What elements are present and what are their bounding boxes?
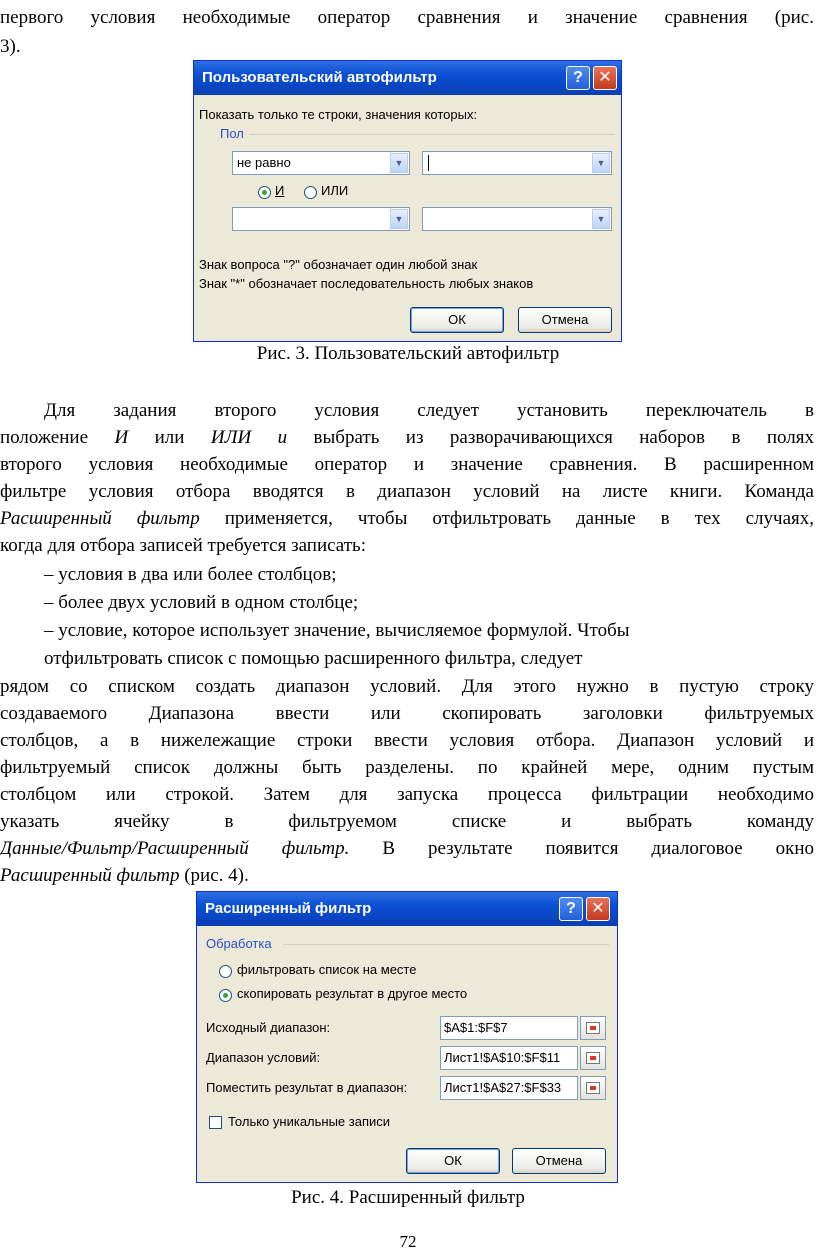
page-number: 72 xyxy=(399,1232,417,1251)
dialog1-titlebar xyxy=(194,61,621,95)
intro-line-1: первого условия необходимые оператор сравнения и значение сравнения (рис. xyxy=(0,7,814,28)
p2-line-4: фильтре условия отбора вводятся в диапазон условий на листе книги. Команда xyxy=(0,481,814,502)
ok-button[interactable]: ОК xyxy=(406,1148,500,1174)
dialog1-title: Пользовательский автофильтр xyxy=(202,69,437,86)
p2-line-3: второго условия необходимые оператор и значение сравнения. В расширенном xyxy=(0,454,814,475)
chevron-down-icon: ▼ xyxy=(390,153,408,173)
source-range-value: $A$1:$F$7 xyxy=(444,1020,508,1035)
operator1-value: не равно xyxy=(237,155,291,170)
figure-4-caption: Рис. 4. Расширенный фильтр xyxy=(291,1187,525,1208)
close-button[interactable]: ✕ xyxy=(586,897,610,921)
radio-filter-in-place[interactable] xyxy=(219,965,232,978)
dialog2-title: Расширенный фильтр xyxy=(205,900,372,917)
p3-line-3: столбцов, а в нижележащие строки ввести условия отбора. Диапазон условий и xyxy=(0,730,814,751)
processing-group-label: Обработка xyxy=(206,936,272,951)
dest-range-value: Лист1!$A$27:$F$33 xyxy=(444,1080,562,1095)
help-button[interactable]: ? xyxy=(566,66,590,90)
p3-line-5: столбцом или строкой. Затем для запуска процесса фильтрации необходимо xyxy=(0,784,814,805)
cancel-button[interactable]: Отмена xyxy=(512,1148,606,1174)
dest-range-input[interactable] xyxy=(440,1076,578,1100)
p3-line-4: фильтруемый список должны быть разделены. по крайней мере, одним пустым xyxy=(0,757,814,778)
hint-asterisk: Знак "*" обозначает последовательность любых знаков xyxy=(199,276,534,291)
criteria-range-input[interactable] xyxy=(440,1046,578,1070)
p2-line-6: когда для отбора записей требуется записать: xyxy=(0,535,366,556)
bullet-2: – более двух условий в одном столбце; xyxy=(44,592,359,613)
source-range-label: Исходный диапазон: xyxy=(206,1020,331,1035)
radio-filter-in-place-label: фильтровать список на месте xyxy=(237,962,417,977)
group-divider xyxy=(249,134,615,135)
p2-line-1: Для задания второго условия следует установить переключатель в xyxy=(44,400,814,421)
criteria-range-label: Диапазон условий: xyxy=(206,1050,321,1065)
bullet-3-cont: отфильтровать список с помощью расширенного фильтра, следует xyxy=(44,648,583,669)
custom-autofilter-dialog xyxy=(193,60,622,342)
unique-records-checkbox[interactable] xyxy=(209,1116,222,1129)
range-select-icon xyxy=(586,1022,600,1034)
range-select-icon xyxy=(586,1082,600,1094)
value1-combo[interactable] xyxy=(422,151,612,175)
operator2-select[interactable] xyxy=(232,207,410,231)
dialog2-titlebar xyxy=(197,892,617,926)
range-select-icon xyxy=(586,1052,600,1064)
criteria-range-value: Лист1!$A$10:$F$11 xyxy=(444,1050,561,1065)
ok-button[interactable]: ОК xyxy=(410,307,504,333)
dest-range-picker[interactable] xyxy=(580,1076,606,1100)
dest-range-label: Поместить результат в диапазон: xyxy=(206,1080,408,1095)
figure-3-caption: Рис. 3. Пользовательский автофильтр xyxy=(256,343,560,364)
intro-line-2: 3). xyxy=(0,36,21,57)
source-range-input[interactable] xyxy=(440,1016,578,1040)
source-range-picker[interactable] xyxy=(580,1016,606,1040)
group-divider xyxy=(283,944,609,945)
radio-or-label: ИЛИ xyxy=(321,183,349,198)
value2-combo[interactable] xyxy=(422,207,612,231)
radio-or[interactable] xyxy=(304,186,317,199)
p2-line-2: положение И или ИЛИ и выбрать из разворачивающихся наборов в полях xyxy=(0,427,814,448)
cancel-button[interactable]: Отмена xyxy=(518,307,612,333)
advanced-filter-dialog xyxy=(196,891,618,1183)
hint-question: Знак вопроса "?" обозначает один любой знак xyxy=(199,257,478,272)
radio-copy-elsewhere-label: скопировать результат в другое место xyxy=(237,986,468,1001)
p3-line-8: Расширенный фильтр (рис. 4). xyxy=(0,865,249,886)
radio-and-label: И xyxy=(275,183,285,198)
p2-line-5: Расширенный фильтр применяется, чтобы отфильтровать данные в тех случаях, xyxy=(0,508,814,529)
chevron-down-icon: ▼ xyxy=(592,153,610,173)
text-caret xyxy=(428,155,429,171)
bullet-1: – условия в два или более столбцов; xyxy=(44,564,337,585)
p3-line-1: рядом со списком создать диапазон условий. Для этого нужно в пустую строку xyxy=(0,676,814,697)
chevron-down-icon: ▼ xyxy=(390,209,408,229)
close-button[interactable]: ✕ xyxy=(593,66,617,90)
radio-and[interactable] xyxy=(258,186,271,199)
field-label: Пол xyxy=(220,126,244,141)
unique-records-label: Только уникальные записи xyxy=(228,1114,391,1129)
bullet-3: – условие, которое использует значение, вычисляемое формулой. Чтобы xyxy=(44,620,630,641)
p3-line-2: создаваемого Диапазона ввести или скопировать заголовки фильтруемых xyxy=(0,703,814,724)
p3-line-7: Данные/Фильтр/Расширенный фильтр. В результате появится диалоговое окно xyxy=(0,838,815,859)
filter-prompt: Показать только те строки, значения которых: xyxy=(199,107,478,122)
criteria-range-picker[interactable] xyxy=(580,1046,606,1070)
p3-line-6: указать ячейку в фильтруемом списке и выбрать команду xyxy=(0,811,814,832)
chevron-down-icon: ▼ xyxy=(592,209,610,229)
help-button[interactable]: ? xyxy=(559,897,583,921)
operator1-select[interactable] xyxy=(232,151,410,175)
radio-copy-elsewhere[interactable] xyxy=(219,989,232,1002)
